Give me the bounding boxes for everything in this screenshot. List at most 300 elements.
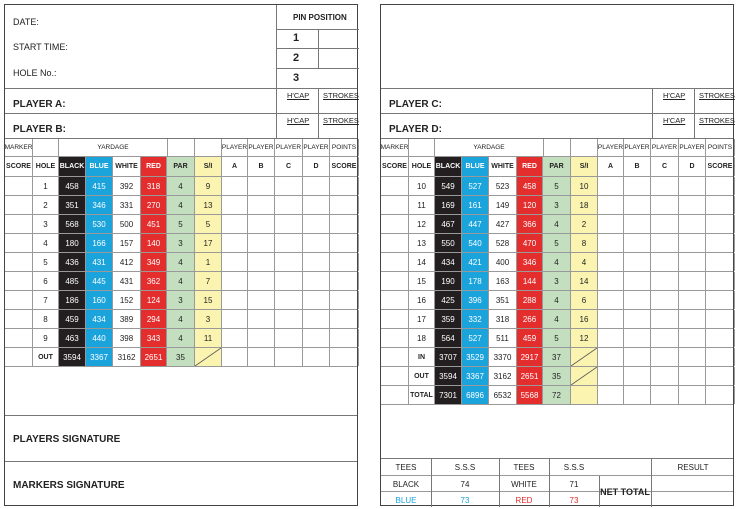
player-d-cell (303, 291, 330, 309)
player-a-cell (222, 348, 248, 366)
player-d-cell: D (303, 157, 330, 176)
red-cell: 343 (141, 329, 167, 347)
points-cell (330, 196, 359, 214)
hole-cell: HOLE (409, 157, 435, 176)
hole-cell: 11 (409, 196, 435, 214)
pin-1: 1 (293, 32, 300, 44)
result-label: RESULT (677, 463, 709, 472)
player-c-cell (651, 253, 679, 271)
player-c-cell (651, 177, 679, 195)
par-cell: 72 (543, 386, 571, 404)
points-cell: POINTS (706, 139, 735, 156)
red-cell: 2651 (517, 367, 543, 385)
player-c-cell (651, 329, 679, 347)
player-b-cell: PLAYER (624, 139, 651, 156)
red-cell: 140 (141, 234, 167, 252)
marker-cell (381, 348, 409, 366)
points-cell (330, 348, 359, 366)
marker-cell: MARKER (5, 139, 33, 156)
si-cell (571, 386, 598, 404)
black-cell: YARDAGE (473, 144, 505, 151)
player-b-cell (624, 215, 651, 233)
si-cell: 12 (571, 329, 598, 347)
red-cell: RED (141, 157, 167, 176)
hole-number-label: HOLE No.: (13, 68, 57, 78)
marker-cell: SCORE (381, 157, 409, 176)
player-c-cell (275, 348, 303, 366)
player-b-cell (248, 310, 275, 328)
player-c-cell (651, 386, 679, 404)
table-row (381, 367, 733, 386)
black-cell: 467 (435, 215, 462, 233)
player-d-cell (303, 253, 330, 271)
par-cell: 3 (543, 272, 571, 290)
player-b-cell (624, 386, 651, 404)
red-cell: 451 (141, 215, 167, 233)
white-cell: 412 (113, 253, 141, 271)
player-d-cell (679, 234, 706, 252)
si-cell: 13 (195, 196, 222, 214)
front-nine-scorecard (4, 4, 358, 506)
sss-red: 73 (569, 495, 579, 505)
red-cell: 458 (517, 177, 543, 195)
white-cell: 318 (489, 310, 517, 328)
marker-cell (5, 329, 33, 347)
player-d-cell (679, 253, 706, 271)
si-cell: S/I (571, 157, 598, 176)
player-d-cell (679, 291, 706, 309)
par-cell: 4 (167, 177, 195, 195)
red-cell: 294 (141, 310, 167, 328)
par-cell: 35 (167, 348, 195, 366)
marker-cell (381, 196, 409, 214)
hole-cell: 12 (409, 215, 435, 233)
player-b-cell (624, 329, 651, 347)
table-row (381, 291, 733, 310)
table-row (5, 215, 357, 234)
marker-cell (381, 215, 409, 233)
par-cell: PAR (543, 157, 571, 176)
hole-cell: TOTAL (409, 386, 435, 404)
white-cell: 523 (489, 177, 517, 195)
black-cell: BLACK (435, 157, 462, 176)
red-cell: 120 (517, 196, 543, 214)
player-d-cell (303, 177, 330, 195)
player-a-cell (222, 177, 248, 195)
hole-cell: 15 (409, 272, 435, 290)
player-d-label: PLAYER D: (389, 124, 442, 135)
net-total-label: NET TOTAL (600, 487, 650, 497)
si-cell: S/I (195, 157, 222, 176)
par-cell: PAR (167, 157, 195, 176)
marker-cell (381, 329, 409, 347)
hcap-label: H'CAP (287, 91, 310, 100)
table-row (5, 291, 357, 310)
marker-cell (5, 291, 33, 309)
points-cell (706, 367, 735, 385)
player-d-cell (303, 234, 330, 252)
black-cell: 463 (59, 329, 86, 347)
table-row (381, 310, 733, 329)
player-c-cell (275, 177, 303, 195)
strokes-label: STROKES (323, 91, 359, 100)
marker-cell (5, 348, 33, 366)
white-cell: 431 (113, 272, 141, 290)
par-cell (167, 139, 195, 156)
si-cell (195, 348, 222, 366)
player-b-cell (248, 215, 275, 233)
table-row (381, 329, 733, 348)
points-cell (330, 291, 359, 309)
player-c-cell: PLAYER (275, 139, 303, 156)
points-cell (706, 310, 735, 328)
blue-cell: 332 (462, 310, 489, 328)
table-row (381, 234, 733, 253)
player-a-cell (598, 329, 624, 347)
player-c-cell (275, 253, 303, 271)
marker-cell: MARKER (381, 139, 409, 156)
player-a-cell (222, 215, 248, 233)
strokes-label: STROKES (699, 91, 735, 100)
player-c-cell: PLAYER (651, 139, 679, 156)
si-cell: 10 (571, 177, 598, 195)
tees-label: TEES (395, 463, 417, 472)
black-cell: 425 (435, 291, 462, 309)
hole-cell: 5 (33, 253, 59, 271)
blue-cell: 431 (86, 253, 113, 271)
blue-cell: 434 (86, 310, 113, 328)
hole-cell (33, 139, 59, 156)
black-cell: 351 (59, 196, 86, 214)
marker-cell (5, 253, 33, 271)
players-signature-row (5, 415, 357, 461)
player-d-cell (303, 310, 330, 328)
hole-cell: HOLE (33, 157, 59, 176)
hole-cell: 9 (33, 329, 59, 347)
hole-cell: 3 (33, 215, 59, 233)
blue-cell: 445 (86, 272, 113, 290)
black-cell: 458 (59, 177, 86, 195)
si-cell: 7 (195, 272, 222, 290)
tee-red: RED (515, 495, 533, 505)
sss-white: 71 (569, 479, 579, 489)
points-cell (706, 291, 735, 309)
points-cell (330, 329, 359, 347)
player-b-cell (248, 329, 275, 347)
tees-label: TEES (513, 463, 535, 472)
player-d-row (381, 114, 733, 139)
player-c-cell: C (275, 157, 303, 176)
red-cell: 5568 (517, 386, 543, 404)
table-row (5, 329, 357, 348)
player-b-cell: B (624, 157, 651, 176)
player-a-cell: A (598, 157, 624, 176)
white-cell: 351 (489, 291, 517, 309)
marker-cell (381, 367, 409, 385)
tees-footer (381, 458, 733, 507)
table-header-row (381, 139, 733, 157)
blue-cell: 540 (462, 234, 489, 252)
player-b-cell (624, 348, 651, 366)
player-b-cell (248, 253, 275, 271)
player-d-cell: PLAYER (679, 139, 706, 156)
blue-cell: 346 (86, 196, 113, 214)
player-d-cell (303, 215, 330, 233)
red-cell: 346 (517, 253, 543, 271)
hole-cell: 10 (409, 177, 435, 195)
white-cell: 331 (113, 196, 141, 214)
player-b-cell (624, 177, 651, 195)
black-cell: 169 (435, 196, 462, 214)
white-cell: 149 (489, 196, 517, 214)
player-d-cell (679, 177, 706, 195)
table-row (381, 386, 733, 405)
si-cell: 8 (571, 234, 598, 252)
player-a-cell: A (222, 157, 248, 176)
blue-cell: 161 (462, 196, 489, 214)
player-d-cell (679, 348, 706, 366)
player-c-cell (275, 329, 303, 347)
black-cell: BLACK (59, 157, 86, 176)
player-d-cell (679, 196, 706, 214)
black-cell: 549 (435, 177, 462, 195)
par-cell (543, 139, 571, 156)
player-a-cell (598, 253, 624, 271)
blue-cell: BLUE (86, 157, 113, 176)
blue-cell: 160 (86, 291, 113, 309)
points-cell (706, 386, 735, 404)
player-b-cell (624, 310, 651, 328)
player-a-cell (222, 272, 248, 290)
red-cell: 349 (141, 253, 167, 271)
pin-2: 2 (293, 52, 300, 64)
player-c-cell (651, 196, 679, 214)
black-cell: 186 (59, 291, 86, 309)
marker-cell (5, 196, 33, 214)
par-cell: 4 (167, 310, 195, 328)
player-b-cell (624, 367, 651, 385)
player-a-cell (598, 310, 624, 328)
marker-cell (5, 272, 33, 290)
points-cell (330, 234, 359, 252)
white-cell: 427 (489, 215, 517, 233)
white-cell: 3370 (489, 348, 517, 366)
marker-cell (5, 177, 33, 195)
black-cell: 190 (435, 272, 462, 290)
sss-label: S.S.S (563, 463, 585, 472)
par-cell: 5 (543, 177, 571, 195)
table-header-row (5, 157, 357, 177)
player-b-cell (624, 196, 651, 214)
si-cell: 6 (571, 291, 598, 309)
sss-label: S.S.S (454, 463, 476, 472)
markers-signature-row (5, 461, 357, 507)
card-header-blank (381, 5, 733, 89)
player-b-row (5, 114, 357, 139)
hole-cell: 8 (33, 310, 59, 328)
par-cell: 3 (167, 291, 195, 309)
blue-cell: 3529 (462, 348, 489, 366)
white-cell: 392 (113, 177, 141, 195)
date-label: DATE: (13, 17, 39, 27)
hole-cell: 14 (409, 253, 435, 271)
player-b-cell (624, 234, 651, 252)
red-cell: 270 (141, 196, 167, 214)
table-row (5, 310, 357, 329)
black-cell: 564 (435, 329, 462, 347)
sss-blue: 73 (460, 495, 470, 505)
si-cell: 1 (195, 253, 222, 271)
marker-cell (381, 234, 409, 252)
tee-white: WHITE (511, 479, 537, 489)
red-cell: 266 (517, 310, 543, 328)
player-d-cell (679, 367, 706, 385)
par-cell: 35 (543, 367, 571, 385)
player-c-cell (651, 215, 679, 233)
player-a-cell (222, 310, 248, 328)
si-cell (195, 139, 222, 156)
blue-cell: 3367 (462, 367, 489, 385)
par-cell: 5 (543, 234, 571, 252)
blue-cell: 415 (86, 177, 113, 195)
player-d-cell (679, 272, 706, 290)
player-a-cell (222, 329, 248, 347)
hole-cell: OUT (33, 348, 59, 366)
player-a-cell: PLAYER (222, 139, 248, 156)
white-cell: 400 (489, 253, 517, 271)
table-row (381, 253, 733, 272)
si-cell: 16 (571, 310, 598, 328)
red-cell: 144 (517, 272, 543, 290)
points-cell (706, 177, 735, 195)
player-d-cell (679, 329, 706, 347)
table-row (5, 177, 357, 196)
table-header-row (381, 157, 733, 177)
player-b-cell (248, 291, 275, 309)
hole-cell: 16 (409, 291, 435, 309)
table-row (381, 196, 733, 215)
red-cell: RED (517, 157, 543, 176)
player-b-cell (248, 348, 275, 366)
black-cell: 180 (59, 234, 86, 252)
player-b-cell (248, 272, 275, 290)
table-row (5, 234, 357, 253)
points-cell: SCORE (706, 157, 735, 176)
par-cell: 4 (167, 196, 195, 214)
player-c-label: PLAYER C: (389, 99, 442, 110)
par-cell: 4 (167, 253, 195, 271)
player-a-cell (222, 291, 248, 309)
player-a-row (5, 89, 357, 114)
white-cell: 398 (113, 329, 141, 347)
player-c-cell (275, 291, 303, 309)
white-cell: 3162 (113, 348, 141, 366)
player-d-cell (303, 196, 330, 214)
blue-cell: 527 (462, 329, 489, 347)
player-a-cell (222, 253, 248, 271)
player-c-cell (275, 272, 303, 290)
player-c-cell (275, 310, 303, 328)
start-time-label: START TIME: (13, 42, 68, 52)
player-b-cell (248, 234, 275, 252)
black-cell: 436 (59, 253, 86, 271)
par-cell: 3 (167, 234, 195, 252)
table-row (5, 196, 357, 215)
black-cell: 568 (59, 215, 86, 233)
tee-black: BLACK (392, 479, 420, 489)
blue-cell: BLUE (462, 157, 489, 176)
player-a-cell (598, 367, 624, 385)
player-b-cell (248, 196, 275, 214)
white-cell: 152 (113, 291, 141, 309)
points-cell: SCORE (330, 157, 359, 176)
player-d-cell (303, 272, 330, 290)
si-cell: 11 (195, 329, 222, 347)
hcap-label: H'CAP (663, 91, 686, 100)
points-cell (330, 253, 359, 271)
si-cell: 9 (195, 177, 222, 195)
hole-cell (409, 139, 435, 156)
blue-cell: 6896 (462, 386, 489, 404)
par-cell: 4 (167, 329, 195, 347)
marker-cell (381, 291, 409, 309)
hole-cell: 18 (409, 329, 435, 347)
white-cell: WHITE (489, 157, 517, 176)
tee-blue: BLUE (395, 495, 417, 505)
white-cell: 528 (489, 234, 517, 252)
black-cell: 3707 (435, 348, 462, 366)
player-b-cell: B (248, 157, 275, 176)
si-cell (571, 348, 598, 366)
blue-cell: 530 (86, 215, 113, 233)
player-d-cell (303, 329, 330, 347)
red-cell: 124 (141, 291, 167, 309)
player-c-cell (651, 234, 679, 252)
white-cell: 157 (113, 234, 141, 252)
players-signature-label: PLAYERS SIGNATURE (13, 434, 121, 445)
hole-cell: 13 (409, 234, 435, 252)
si-cell: 5 (195, 215, 222, 233)
points-cell (706, 215, 735, 233)
marker-cell (381, 272, 409, 290)
par-cell: 4 (543, 215, 571, 233)
table-row (381, 177, 733, 196)
player-d-cell: D (679, 157, 706, 176)
hole-cell: 4 (33, 234, 59, 252)
hcap-label: H'CAP (287, 116, 310, 125)
par-cell: 4 (543, 253, 571, 271)
table-header-row (5, 139, 357, 157)
hole-cell: IN (409, 348, 435, 366)
blue-cell: 527 (462, 177, 489, 195)
player-b-cell (248, 177, 275, 195)
player-a-cell (598, 215, 624, 233)
si-cell (571, 139, 598, 156)
points-cell (330, 215, 359, 233)
player-d-cell: PLAYER (303, 139, 330, 156)
red-cell: 318 (141, 177, 167, 195)
white-cell: WHITE (113, 157, 141, 176)
points-cell (706, 329, 735, 347)
player-c-cell (651, 310, 679, 328)
white-cell: 6532 (489, 386, 517, 404)
black-cell: YARDAGE (97, 144, 129, 151)
player-b-label: PLAYER B: (13, 124, 66, 135)
player-a-cell (598, 386, 624, 404)
player-d-cell (679, 310, 706, 328)
points-cell (706, 253, 735, 271)
hole-cell: 6 (33, 272, 59, 290)
